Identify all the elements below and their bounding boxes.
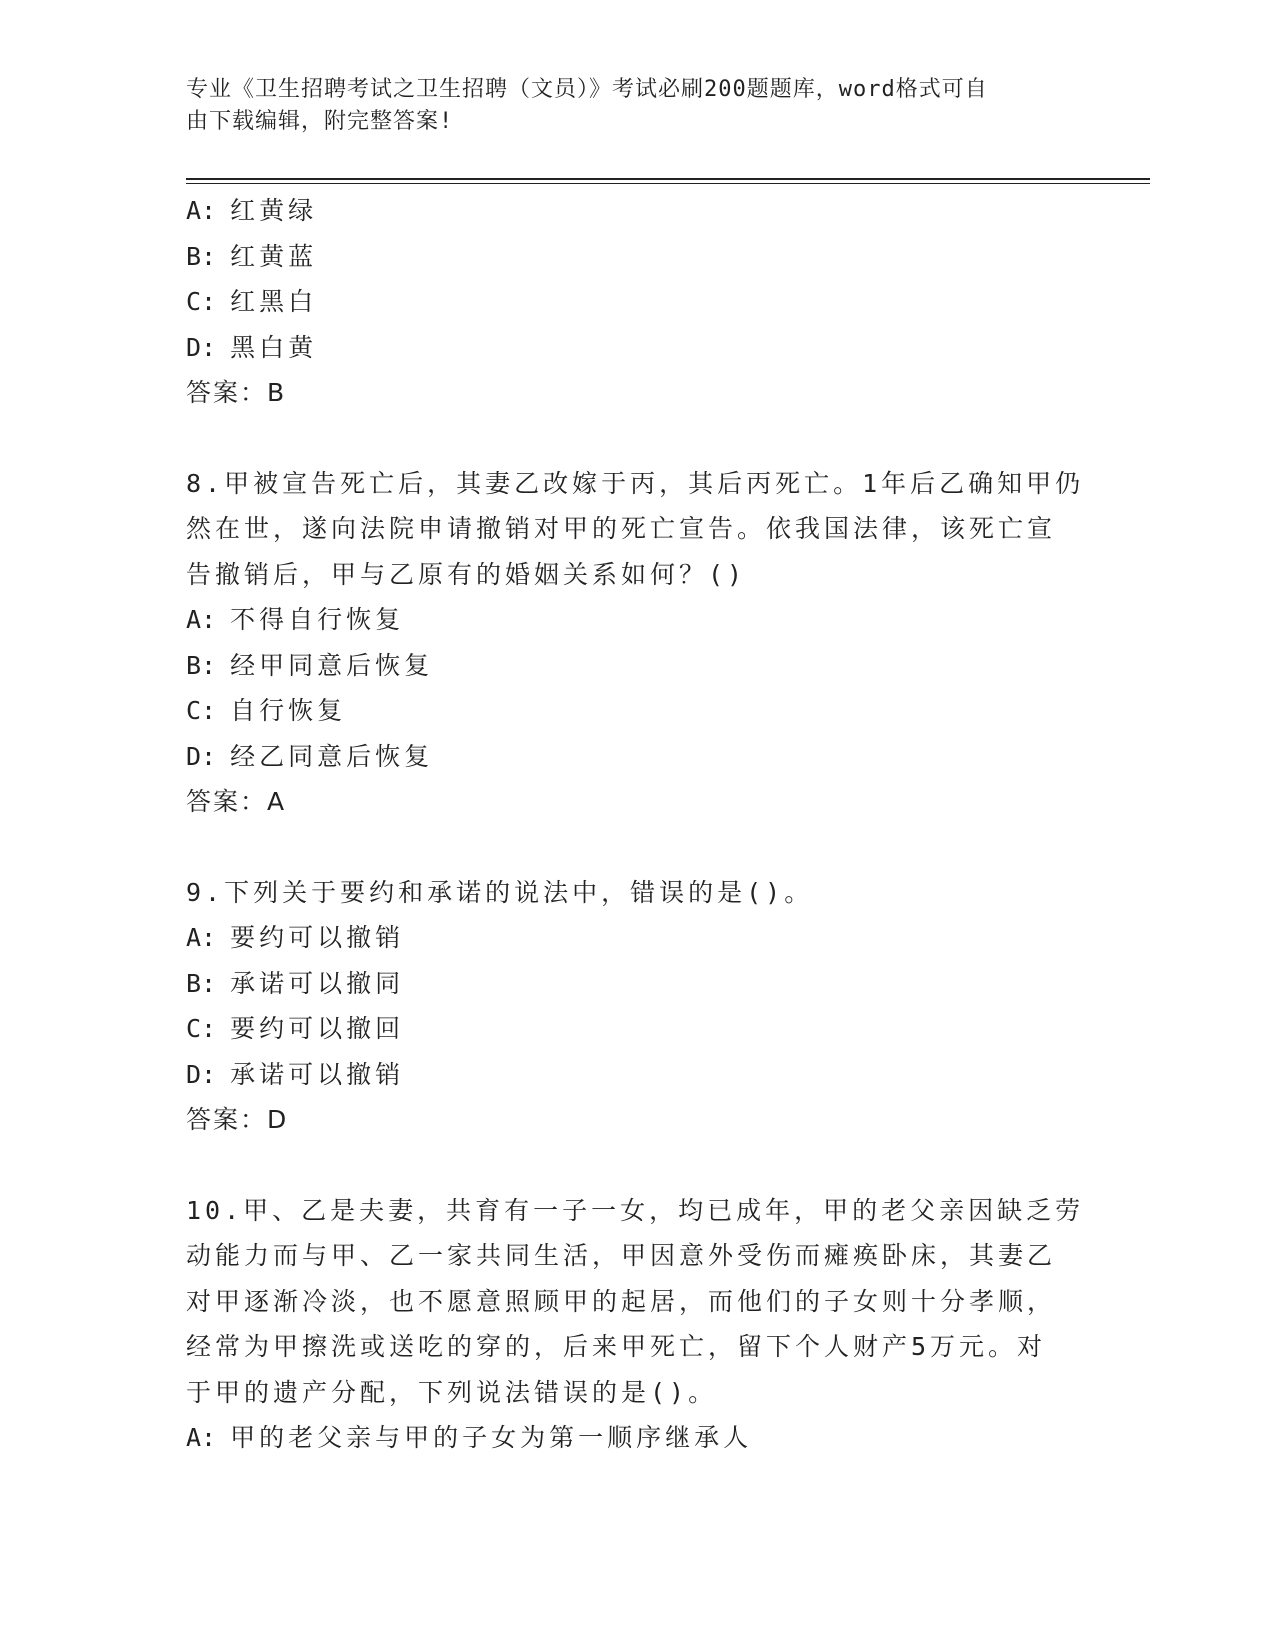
option-text: 要约可以撤回 (230, 1014, 405, 1043)
question-7 (186, 188, 1086, 416)
option-text: 自行恢复 (230, 696, 347, 725)
answer-line: 答案：A (186, 787, 287, 816)
header-line-2: 由下载编辑，附完整答案! (186, 109, 454, 134)
header-rule-thick (186, 178, 1150, 180)
header-line-1: 专业《卫生招聘考试之卫生招聘（文员）》考试必刷200题题库，word格式可自 (186, 77, 988, 102)
option-text: 红黑白 (230, 287, 318, 316)
option-c (186, 279, 1086, 325)
question-10 (186, 1188, 1086, 1461)
question-8 (186, 461, 1086, 825)
option-a (186, 188, 1086, 234)
option-key: C: (186, 287, 217, 316)
option-d (186, 325, 1086, 371)
option-key: D: (186, 1059, 217, 1089)
option-key: A: (186, 1423, 217, 1452)
stem-line: 9.下列关于要约和承诺的说法中，错误的是()。 (186, 877, 814, 907)
option-key: B: (186, 650, 217, 680)
option-key: A: (186, 605, 217, 634)
option-text: 不得自行恢复 (230, 605, 405, 634)
option-text: 承诺可以撤同 (230, 968, 405, 998)
stem-line: 8.甲被宣告死亡后，其妻乙改嫁于丙，其后丙死亡。1年后乙确知甲仍 (186, 468, 1085, 498)
question-stem (186, 461, 1086, 598)
option-b (186, 234, 1086, 280)
answer-line: 答案：D (186, 1105, 289, 1134)
option-c (186, 1006, 1086, 1052)
option-text: 红黄蓝 (230, 241, 318, 271)
option-key: C: (186, 696, 217, 725)
option-text: 要约可以撤销 (230, 923, 405, 952)
option-c (186, 688, 1086, 734)
question-stem (186, 870, 1086, 916)
option-text: 黑白黄 (230, 332, 318, 362)
option-key: B: (186, 241, 217, 271)
stem-line: 经常为甲擦洗或送吃的穿的，后来甲死亡，留下个人财产5万元。对 (186, 1332, 1047, 1361)
option-text: 经乙同意后恢复 (230, 741, 434, 771)
document-header (186, 74, 1066, 138)
option-key: A: (186, 923, 217, 952)
option-text: 经甲同意后恢复 (230, 650, 434, 680)
option-key: D: (186, 332, 217, 362)
option-d (186, 734, 1086, 780)
option-key: A: (186, 196, 217, 225)
stem-line: 于甲的遗产分配，下列说法错误的是()。 (186, 1377, 718, 1407)
stem-line: 对甲逐渐冷淡，也不愿意照顾甲的起居，而他们的子女则十分孝顺， (186, 1286, 1057, 1316)
option-key: D: (186, 741, 217, 771)
option-a (186, 597, 1086, 643)
option-d (186, 1052, 1086, 1098)
document-body (186, 188, 1086, 1461)
option-a (186, 1415, 1086, 1461)
option-key: C: (186, 1014, 217, 1043)
stem-line: 然在世，遂向法院申请撤销对甲的死亡宣告。依我国法律，该死亡宣 (186, 514, 1057, 543)
question-stem (186, 1188, 1086, 1416)
option-b (186, 961, 1086, 1007)
option-text: 红黄绿 (230, 196, 318, 225)
option-a (186, 915, 1086, 961)
option-text: 承诺可以撤销 (230, 1059, 405, 1089)
option-b (186, 643, 1086, 689)
stem-line: 告撤销后，甲与乙原有的婚姻关系如何？() (186, 559, 747, 589)
question-9 (186, 870, 1086, 1143)
stem-line: 10.甲、乙是夫妻，共育有一子一女，均已成年，甲的老父亲因缺乏劳 (186, 1195, 1085, 1225)
answer-line: 答案：B (186, 378, 287, 407)
option-key: B: (186, 968, 217, 998)
stem-line: 动能力而与甲、乙一家共同生活，甲因意外受伤而瘫痪卧床，其妻乙 (186, 1241, 1057, 1270)
header-rule-thin (186, 183, 1150, 184)
option-text: 甲的老父亲与甲的子女为第一顺序继承人 (230, 1423, 753, 1452)
